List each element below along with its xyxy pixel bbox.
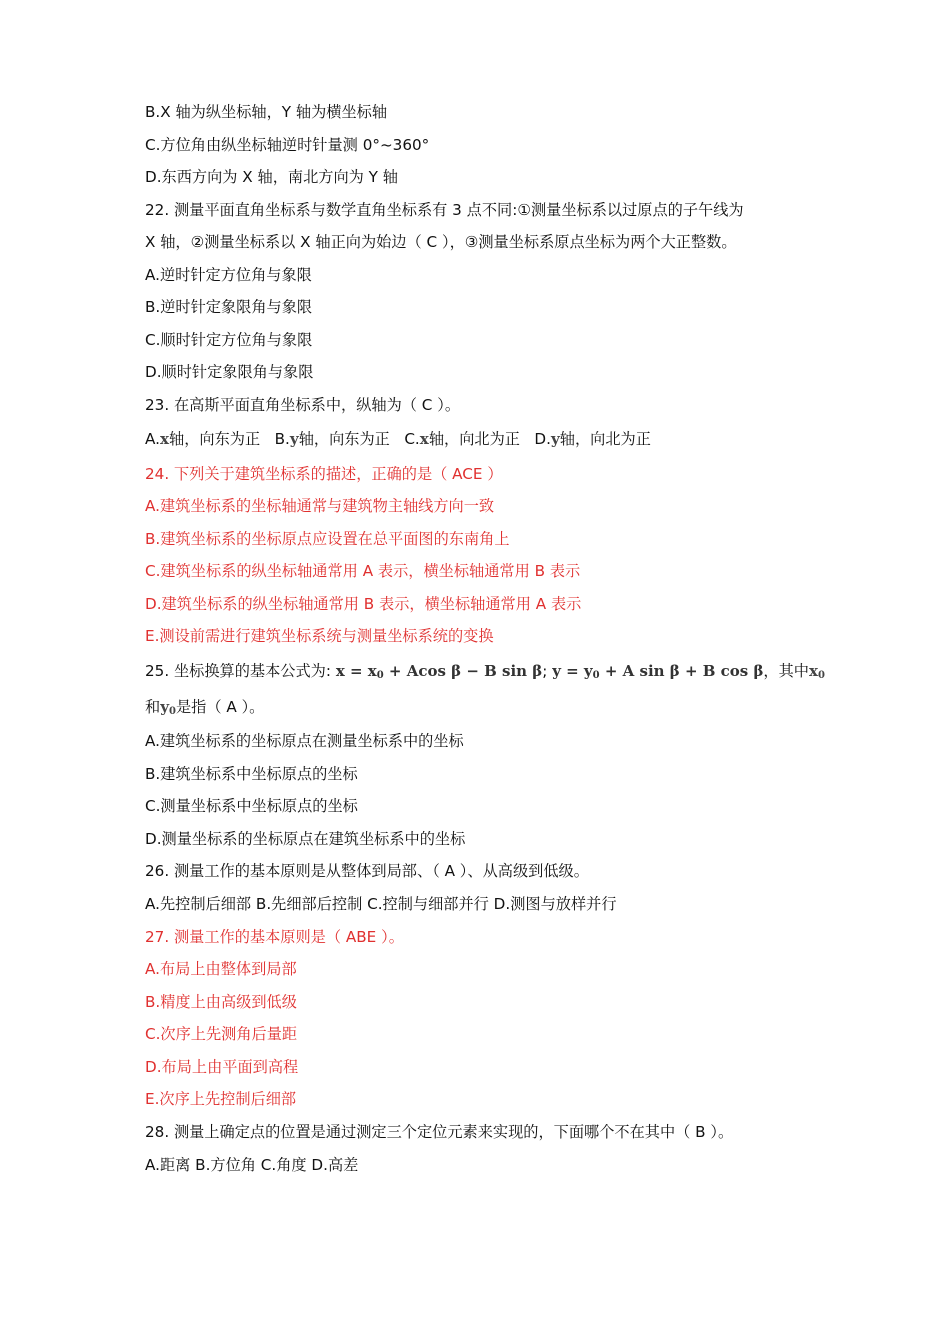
formula-y-rhs: + A sin β + B cos β bbox=[599, 662, 764, 680]
math-variable bbox=[809, 662, 825, 680]
option-c-prefix: C. bbox=[404, 430, 420, 448]
question-28: 28. 测量上确定点的位置是通过测定三个定位元素来实现的，下面哪个不在其中（ B ）。 bbox=[145, 1123, 734, 1141]
option-a-text: 轴，向东为正 bbox=[169, 430, 261, 448]
formula-x bbox=[336, 662, 542, 680]
question-25-cont bbox=[145, 696, 825, 723]
option-line: D.顺时针定象限角与象限 bbox=[145, 363, 314, 381]
option-line: A.建筑坐标系的坐标轴通常与建筑物主轴线方向一致 bbox=[145, 497, 495, 515]
option-line: B.建筑坐标系的坐标原点应设置在总平面图的东南角上 bbox=[145, 530, 510, 548]
option-line: C.建筑坐标系的纵坐标轴通常用 A 表示，横坐标轴通常用 B 表示 bbox=[145, 562, 581, 580]
question-25-cont-rest: 是指（ A ）。 bbox=[175, 698, 265, 716]
subscript: 0 bbox=[169, 706, 176, 717]
math-variable: y bbox=[289, 430, 299, 448]
question-27: 27. 测量工作的基本原则是（ ABE ）。 bbox=[145, 928, 404, 946]
formula-x-lhs: x = x bbox=[335, 662, 377, 680]
var-x: x bbox=[808, 662, 819, 680]
math-variable: y bbox=[550, 430, 560, 448]
option-b-prefix: B. bbox=[274, 430, 290, 448]
option-line: A.逆时针定方位角与象限 bbox=[145, 266, 312, 284]
text-line: C.方位角由纵坐标轴逆时针量测 0°~360° bbox=[145, 136, 430, 154]
question-22-cont: X 轴，②测量坐标系以 X 轴正向为始边（ C ），③测量坐标系原点坐标为两个大正整数。 bbox=[145, 233, 737, 251]
option-b-text: 轴，向东为正 bbox=[298, 430, 390, 448]
separator: ; bbox=[542, 662, 548, 680]
option-d-text: 轴，向北为正 bbox=[559, 430, 651, 448]
option-c-text: 轴，向北为正 bbox=[428, 430, 520, 448]
option-line: E.测设前需进行建筑坐标系统与测量坐标系统的变换 bbox=[145, 627, 494, 645]
question-28-options: A.距离 B.方位角 C.角度 D.高差 bbox=[145, 1156, 359, 1174]
question-24: 24. 下列关于建筑坐标系的描述，正确的是（ ACE ） bbox=[145, 465, 503, 483]
question-25-prefix: 25. 坐标换算的基本公式为: bbox=[145, 662, 331, 680]
var-y: y bbox=[160, 698, 170, 716]
option-line: E.次序上先控制后细部 bbox=[145, 1090, 297, 1108]
subscript: 0 bbox=[376, 670, 384, 681]
option-d-prefix: D. bbox=[534, 430, 551, 448]
question-23: 23. 在高斯平面直角坐标系中，纵轴为（ C ）。 bbox=[145, 396, 461, 414]
formula-x-rhs: + Acos β − B sin β bbox=[383, 662, 543, 680]
option-line: C.顺时针定方位角与象限 bbox=[145, 331, 313, 349]
text-line: D.东西方向为 X 轴，南北方向为 Y 轴 bbox=[145, 168, 398, 186]
subscript: 0 bbox=[818, 670, 825, 681]
option-line: B.精度上由高级到低级 bbox=[145, 993, 297, 1011]
math-variable bbox=[160, 698, 176, 716]
option-line: A.布局上由整体到局部 bbox=[145, 960, 297, 978]
question-25 bbox=[145, 660, 825, 687]
question-25-suffix: ，其中 bbox=[763, 662, 809, 680]
option-line: D.建筑坐标系的纵坐标轴通常用 B 表示，横坐标轴通常用 A 表示 bbox=[145, 595, 582, 613]
question-22: 22. 测量平面直角坐标系与数学直角坐标系有 3 点不同:①测量坐标系以过原点的子午线为 bbox=[145, 201, 744, 219]
question-26-options: A.先控制后细部 B.先细部后控制 C.控制与细部并行 D.测图与放样并行 bbox=[145, 895, 617, 913]
formula-y bbox=[552, 662, 763, 680]
option-line: C.测量坐标系中坐标原点的坐标 bbox=[145, 797, 358, 815]
question-26: 26. 测量工作的基本原则是从整体到局部、（ A ）、从高级到低级。 bbox=[145, 862, 589, 880]
option-line: D.测量坐标系的坐标原点在建筑坐标系中的坐标 bbox=[145, 830, 466, 848]
option-line: A.建筑坐标系的坐标原点在测量坐标系中的坐标 bbox=[145, 732, 464, 750]
option-line: B.逆时针定象限角与象限 bbox=[145, 298, 313, 316]
option-a-prefix: A. bbox=[145, 430, 160, 448]
option-line: D.布局上由平面到高程 bbox=[145, 1058, 299, 1076]
option-line: B.建筑坐标系中坐标原点的坐标 bbox=[145, 765, 358, 783]
text-line: B.X 轴为纵坐标轴，Y 轴为横坐标轴 bbox=[145, 103, 388, 121]
question-23-options bbox=[145, 428, 825, 450]
option-line: C.次序上先测角后量距 bbox=[145, 1025, 298, 1043]
math-variable: x bbox=[159, 430, 170, 448]
math-variable: x bbox=[419, 430, 429, 448]
question-25-cont-prefix: 和 bbox=[145, 698, 161, 716]
subscript: 0 bbox=[592, 670, 600, 681]
formula-y-lhs: y = y bbox=[552, 662, 593, 680]
